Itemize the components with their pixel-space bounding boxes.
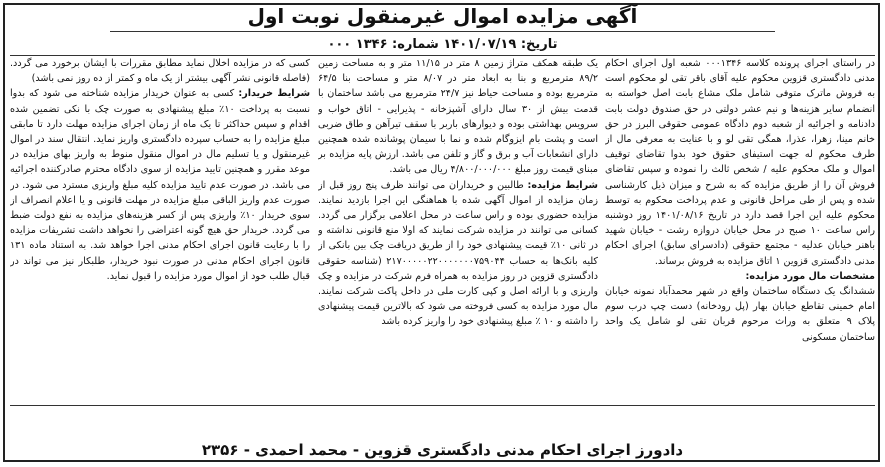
disruption-paragraph: کسی که در مزایده اخلال نماید مطابق مقررات با ایشان برخورد می گردد. (فاصله قانونی نشر آگهی بیشتر از یک ماه و کمتر از ده روز نمی باشد) <box>10 58 310 85</box>
column-middle <box>318 56 598 401</box>
conditions-paragraph <box>318 178 598 330</box>
notice-title: آگهی مزایده اموال غیرمنقول نوبت اول <box>247 4 638 28</box>
column-left <box>10 56 310 401</box>
notice-footer: دادورز اجرای احکام مدنی دادگستری قزوین - محمد احمدی - ۲۳۵۶ <box>201 441 684 459</box>
footer-divider <box>10 405 875 406</box>
intro-paragraph: در راستای اجرای پرونده کلاسه ۰۰۰۱۳۴۶ شعبه اول اجرای احکام مدنی دادگستری قزوین محکوم علیه آقای باقر تقی لو محکوم است به فروش ماترک متوفی شامل ملک مشاع بابت اصل خواسته به انضمام سایر هزینه‌ها و نیم عشر دولتی در حق صندوق دولت بابت دادنامه و اجرائیه از شعبه دوم دادگاه عمومی حقوقی البرز در حق خانم مینا، زهرا، عذرا، همگی تقی لو و با عنایت به معرفی مال از طرف محکوم له جهت استیفای حقوق خود بدوا تقاضای توقیف اموال و ملک محکوم علیه / شخص ثالث را نموده و سپس تقاضای فروش آن را از طریق مزایده که به شرح و میزان ذیل کارشناسی شده و پس از طی مراحل قانونی و عدم پرداخت محکوم به توسط محکوم علیه این اجرا قصد دارد در تاریخ ۱۴۰۱/۰۸/۱۶ روز دوشنبه راس ساعت ۱۰ صبح در محل خیابان دروازه رشت - خیابان شهید باهنر خیابان عدلیه - مجتمع حقوقی (دادسرای سابق) اجرای احکام مدنی دادگستری قزوین ۱ اتاق مزایده به فروش برساند. <box>605 58 875 267</box>
buyer-conditions-paragraph <box>10 86 310 284</box>
title-divider <box>110 31 775 32</box>
conditions-heading: شرایط مزایده: <box>527 179 598 191</box>
property-heading: مشخصات مال مورد مزایده: <box>745 270 875 282</box>
buyer-conditions-text: کسی به عنوان خریدار مزایده شناخته می شود که بدوا نسبت به پرداخت ۱۰٪ مبلغ پیشنهادی به صورت چک با نکی تضمین شده اقدام و سپس حداکثر تا یک ماه از زمان اجرای مزایده مهلت دارد تا مابقی مبلغ مزایده را به حساب سپرده دادگستری واریز نماید. انتقال سند در اموال غیرمنقول و یا تسلیم مال در اموال منقول منوط به واریز بهای مزایده در موعد مقرر و همچنین تایید مزایده از سوی دادگاه محترم صادرکننده اجرائیه می باشد. در صورت عدم تایید مزایده کلیه مبلغ واریزی مسترد می شود. در صورت عدم واریز الباقی مبلغ مزایده در مهلت قانونی و یا اعلام انصراف از سوی خریدار ۱۰٪ واریزی پس از کسر هزینه‌های مزایده به نفع دولت ضبط می گردد. خریدار حق هیچ گونه اعتراضی را نخواهد داشت تشریفات مزایده را با رعایت قانون اجرای احکام مدنی اجرا خواهد شد. به استناد ماده ۱۳۱ قانون اجرای احکام مدنی در صورت نبود خریدار، طلبکار نیز می تواند در قبال طلب خود از اموال مورد مزایده را قبول نماید. <box>10 88 310 282</box>
conditions-text: طالبین و خریداران می توانند ظرف پنج روز قبل از زمان مزایده از اموال آگهی شده با هماهنگی این اجرا بازدید نمایند. مزایده حضوری بوده و راس ساعت در محل اعلامی برگزار می گردد. کسانی می توانند در مزایده شرکت نمایند که اولا منع قانونی نداشته و در ثانی ۱۰٪ قیمت پیشنهادی خود را از طریق دریافت چک بین بانکی از کلیه بانک‌ها به حساب ۲۱۷۰۰۰۰۰۲۲۰۰۰۰۰۰۰۷۵۹۰۴۴ (شناسه حقوقی دادگستری قزوین در روز مزایده به همراه فرم شرکت در مزایده و چک واریزی و با ارائه اصل و کپی کارت ملی در داخل پاکت شرکت نمایند. مال مورد مزایده به کسی فروخته می شود که بالاترین قیمت پیشنهادی را داشته و ۱۰ ٪ مبلغ پیشنهادی خود را واریز کرده باشد <box>318 179 598 328</box>
buyer-conditions-heading: شرایط خریدار: <box>238 88 310 100</box>
property-details-paragraph: یک طبقه همکف متراژ زمین ۸ متر در ۱۱/۱۵ متر و به مساحت زمین ۸۹/۲ مترمربع و بنا به ابعاد متر در ۸/۰۷ متر و مساحت بنا ۶۴/۵ مترمربع بوده و مساحت حیاط نیز ۲۴/۷ مترمربع می باشد ساختمان با قدمت بیش از ۳۰ سال دارای آشپزخانه - پذیرایی - اتاق خواب و سرویس بهداشتی بوده و دیوارهای باربر با سقف تیرآهن و طاق ضربی است و پشت بام ایزوگام شده و نما با سیمان پوشانده شده همچنین دارای انشعابات آب و برق و گاز و تلفن می باشد. ارزش پایه مزایده بر مبنای قیمت روز مبلغ ۴/۸۰۰/۰۰۰/۰۰۰ ریال می باشد. <box>318 58 598 176</box>
property-paragraph: ششدانگ یک دستگاه ساختمان واقع در شهر محمدآباد نمونه خیابان امام خمینی تقاطع خیابان بهار (پل رودخانه) دست چپ درب سوم پلاک ۹ متعلق به وراث مرحوم قربان تقی لو شامل یک واحد ساختمان مسکونی <box>605 286 875 343</box>
column-right <box>605 56 875 408</box>
notice-dateline: تاریخ: ۱۴۰۱/۰۷/۱۹ شماره: ۱۳۴۶ ۰۰۰ <box>327 37 558 52</box>
